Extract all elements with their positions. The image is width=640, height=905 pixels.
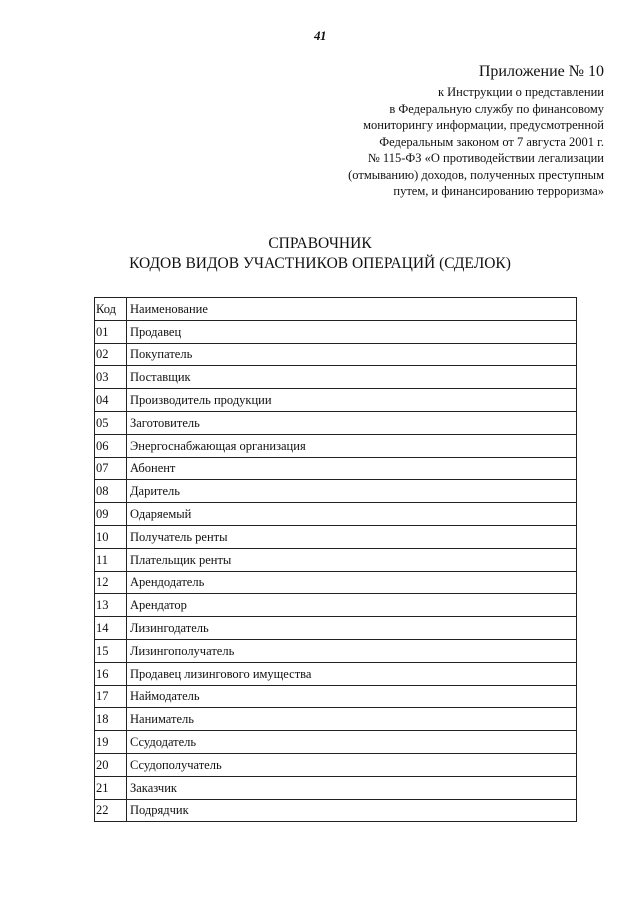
- document-title: [0, 234, 640, 274]
- table-row: [95, 389, 577, 412]
- name-cell: Поставщик: [127, 366, 577, 389]
- page-number: 41: [314, 28, 326, 43]
- document-title-line-1: СПРАВОЧНИК: [268, 235, 372, 252]
- table-row: [95, 662, 577, 685]
- code-cell: 07: [95, 457, 127, 480]
- code-cell: 14: [95, 617, 127, 640]
- table-row: [95, 548, 577, 571]
- code-cell: 03: [95, 366, 127, 389]
- name-cell: Продавец лизингового имущества: [127, 662, 577, 685]
- table-row: [95, 457, 577, 480]
- name-cell: Производитель продукции: [127, 389, 577, 412]
- code-cell: 08: [95, 480, 127, 503]
- name-cell: Продавец: [127, 320, 577, 343]
- code-cell: 13: [95, 594, 127, 617]
- name-cell: Ссудополучатель: [127, 753, 577, 776]
- table-row: [95, 594, 577, 617]
- table-row: [95, 480, 577, 503]
- name-cell: Заготовитель: [127, 411, 577, 434]
- appendix-header: [274, 62, 604, 200]
- code-cell: 22: [95, 799, 127, 822]
- appendix-line: путем, и финансированию терроризма»: [393, 184, 604, 198]
- table-row: [95, 525, 577, 548]
- appendix-line: к Инструкции о представлении: [437, 85, 604, 99]
- name-cell: Подрядчик: [127, 799, 577, 822]
- name-cell: Арендодатель: [127, 571, 577, 594]
- code-cell: 12: [95, 571, 127, 594]
- table-row: [95, 366, 577, 389]
- appendix-title: Приложение № 10: [478, 63, 604, 80]
- name-cell: Лизингополучатель: [127, 639, 577, 662]
- name-cell: Получатель ренты: [127, 525, 577, 548]
- name-cell: Наниматель: [127, 708, 577, 731]
- code-cell: 11: [95, 548, 127, 571]
- name-cell: Абонент: [127, 457, 577, 480]
- name-cell: Наймодатель: [127, 685, 577, 708]
- code-cell: 21: [95, 776, 127, 799]
- code-cell: 09: [95, 503, 127, 526]
- code-cell: 10: [95, 525, 127, 548]
- document-title-line-2: КОДОВ ВИДОВ УЧАСТНИКОВ ОПЕРАЦИЙ (СДЕЛОК): [129, 255, 511, 272]
- name-cell: Одаряемый: [127, 503, 577, 526]
- column-header-name: Наименование: [127, 298, 577, 321]
- table-row: [95, 617, 577, 640]
- table-row: [95, 343, 577, 366]
- code-cell: 05: [95, 411, 127, 434]
- code-cell: 15: [95, 639, 127, 662]
- name-cell: Ссудодатель: [127, 731, 577, 754]
- appendix-reference: [274, 84, 604, 200]
- table-row: [95, 776, 577, 799]
- appendix-line: в Федеральную службу по финансовому: [389, 101, 604, 116]
- name-cell: Лизингодатель: [127, 617, 577, 640]
- name-cell: Даритель: [127, 480, 577, 503]
- table-row: [95, 708, 577, 731]
- table-row: [95, 503, 577, 526]
- table-row: [95, 753, 577, 776]
- table-row: [95, 799, 577, 822]
- code-cell: 16: [95, 662, 127, 685]
- code-cell: 17: [95, 685, 127, 708]
- name-cell: Заказчик: [127, 776, 577, 799]
- appendix-line: мониторингу информации, предусмотренной: [363, 118, 604, 132]
- column-header-code: Код: [95, 298, 127, 321]
- table-row: [95, 731, 577, 754]
- code-cell: 02: [95, 343, 127, 366]
- code-cell: 06: [95, 434, 127, 457]
- code-cell: 04: [95, 389, 127, 412]
- table-header-row: [95, 298, 577, 321]
- table-row: [95, 639, 577, 662]
- code-cell: 18: [95, 708, 127, 731]
- table-row: [95, 411, 577, 434]
- name-cell: Энергоснабжающая организация: [127, 434, 577, 457]
- name-cell: Плательщик ренты: [127, 548, 577, 571]
- table-row: [95, 434, 577, 457]
- table-row: [95, 571, 577, 594]
- appendix-line: (отмыванию) доходов, полученных преступным: [348, 167, 604, 182]
- table-row: [95, 320, 577, 343]
- table-row: [95, 685, 577, 708]
- name-cell: Арендатор: [127, 594, 577, 617]
- code-cell: 20: [95, 753, 127, 776]
- appendix-line: № 115-ФЗ «О противодействии легализации: [367, 151, 604, 165]
- code-cell: 19: [95, 731, 127, 754]
- name-cell: Покупатель: [127, 343, 577, 366]
- codes-table: [94, 297, 577, 822]
- appendix-line: Федеральным законом от 7 августа 2001 г.: [379, 134, 604, 149]
- code-cell: 01: [95, 320, 127, 343]
